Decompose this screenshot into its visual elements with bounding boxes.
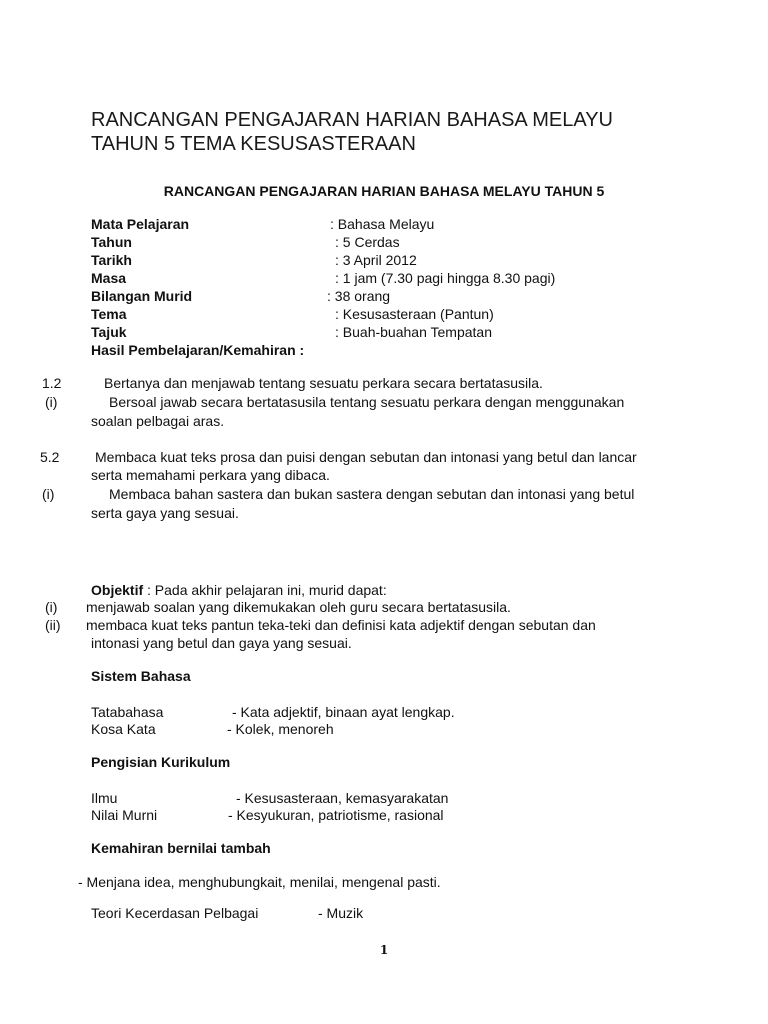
objektif-item-text: menjawab soalan yang dikemukakan oleh guru secara bertatasusila. [86,599,511,615]
nilai-murni-value: - Kesyukuran, patriotisme, rasional [228,807,444,823]
teori-value: - Muzik [318,905,364,921]
objektif-intro: : Pada akhir pelajaran ini, murid dapat: [143,582,387,598]
hp-text-continuation: serta gaya yang sesuai. [91,505,239,521]
hp-text: Membaca kuat teks prosa dan puisi dengan sebutan dan intonasi yang betul dan lancar [95,449,637,465]
info-label-bilangan-murid: Bilangan Murid [91,288,193,304]
kemahiran-line: - Menjana idea, menghubungkait, menilai, mengenal pasti. [78,874,441,890]
info-label-masa: Masa [91,270,127,286]
kemahiran-heading: Kemahiran bernilai tambah [91,840,271,856]
page-number: 1 [379,943,389,957]
nilai-murni-label: Nilai Murni [91,807,158,823]
document-title-line-2: TAHUN 5 TEMA KESUSASTERAAN [91,133,416,155]
teori-label: Teori Kecerdasan Pelbagai [91,905,259,921]
objektif-item-continuation: intonasi yang betul dan gaya yang sesuai. [91,635,352,651]
document-subtitle: RANCANGAN PENGAJARAN HARIAN BAHASA MELAYU TAHUN 5 [163,183,605,199]
kosa-kata-value: - Kolek, menoreh [227,721,334,737]
info-value-mata-pelajaran: : Bahasa Melayu [330,216,435,232]
kosa-kata-label: Kosa Kata [91,721,156,737]
objektif-item-number: (ii) [45,617,61,633]
tatabahasa-label: Tatabahasa [91,704,164,720]
info-label-tajuk: Tajuk [91,324,127,340]
hp-text: Bertanya dan menjawab tentang sesuatu perkara secara bertatasusila. [104,375,543,391]
info-value-tarikh: : 3 April 2012 [335,252,417,268]
pengisian-kurikulum-heading: Pengisian Kurikulum [91,754,231,770]
sistem-bahasa-heading: Sistem Bahasa [91,668,191,684]
info-value-bilangan-murid: : 38 orang [327,288,391,304]
info-value-tahun: : 5 Cerdas [335,234,400,250]
objektif-item-number: (i) [45,599,58,615]
ilmu-label: Ilmu [91,790,118,806]
hp-text: Bersoal jawab secara bertatasusila tentang sesuatu perkara dengan menggunakan [109,394,625,410]
hasil-pembelajaran-label: Hasil Pembelajaran/Kemahiran : [91,342,305,358]
info-label-tarikh: Tarikh [91,252,132,268]
objektif-line [91,581,387,599]
hp-number: (i) [42,486,55,502]
hp-number: 1.2 [42,375,62,391]
info-value-tajuk: : Buah-buahan Tempatan [335,324,492,340]
objektif-label: Objektif [91,582,144,598]
info-value-masa: : 1 jam (7.30 pagi hingga 8.30 pagi) [335,270,556,286]
info-value-tema: : Kesusasteraan (Pantun) [335,306,494,322]
document-title-line-1: RANCANGAN PENGAJARAN HARIAN BAHASA MELAYU [91,109,613,131]
tatabahasa-value: - Kata adjektif, binaan ayat lengkap. [232,704,455,720]
info-label-tema: Tema [91,306,127,322]
objektif-item-text: membaca kuat teks pantun teka-teki dan definisi kata adjektif dengan sebutan dan [86,617,596,633]
ilmu-value: - Kesusasteraan, kemasyarakatan [236,790,449,806]
info-label-tahun: Tahun [91,234,132,250]
hp-text-continuation: soalan pelbagai aras. [91,413,225,429]
info-label-mata-pelajaran: Mata Pelajaran [91,216,190,232]
hp-number: 5.2 [40,449,60,465]
hp-number: (i) [45,394,58,410]
hp-text: Membaca bahan sastera dan bukan sastera dengan sebutan dan intonasi yang betul [109,486,635,502]
hp-text-continuation: serta memahami perkara yang dibaca. [91,467,330,483]
